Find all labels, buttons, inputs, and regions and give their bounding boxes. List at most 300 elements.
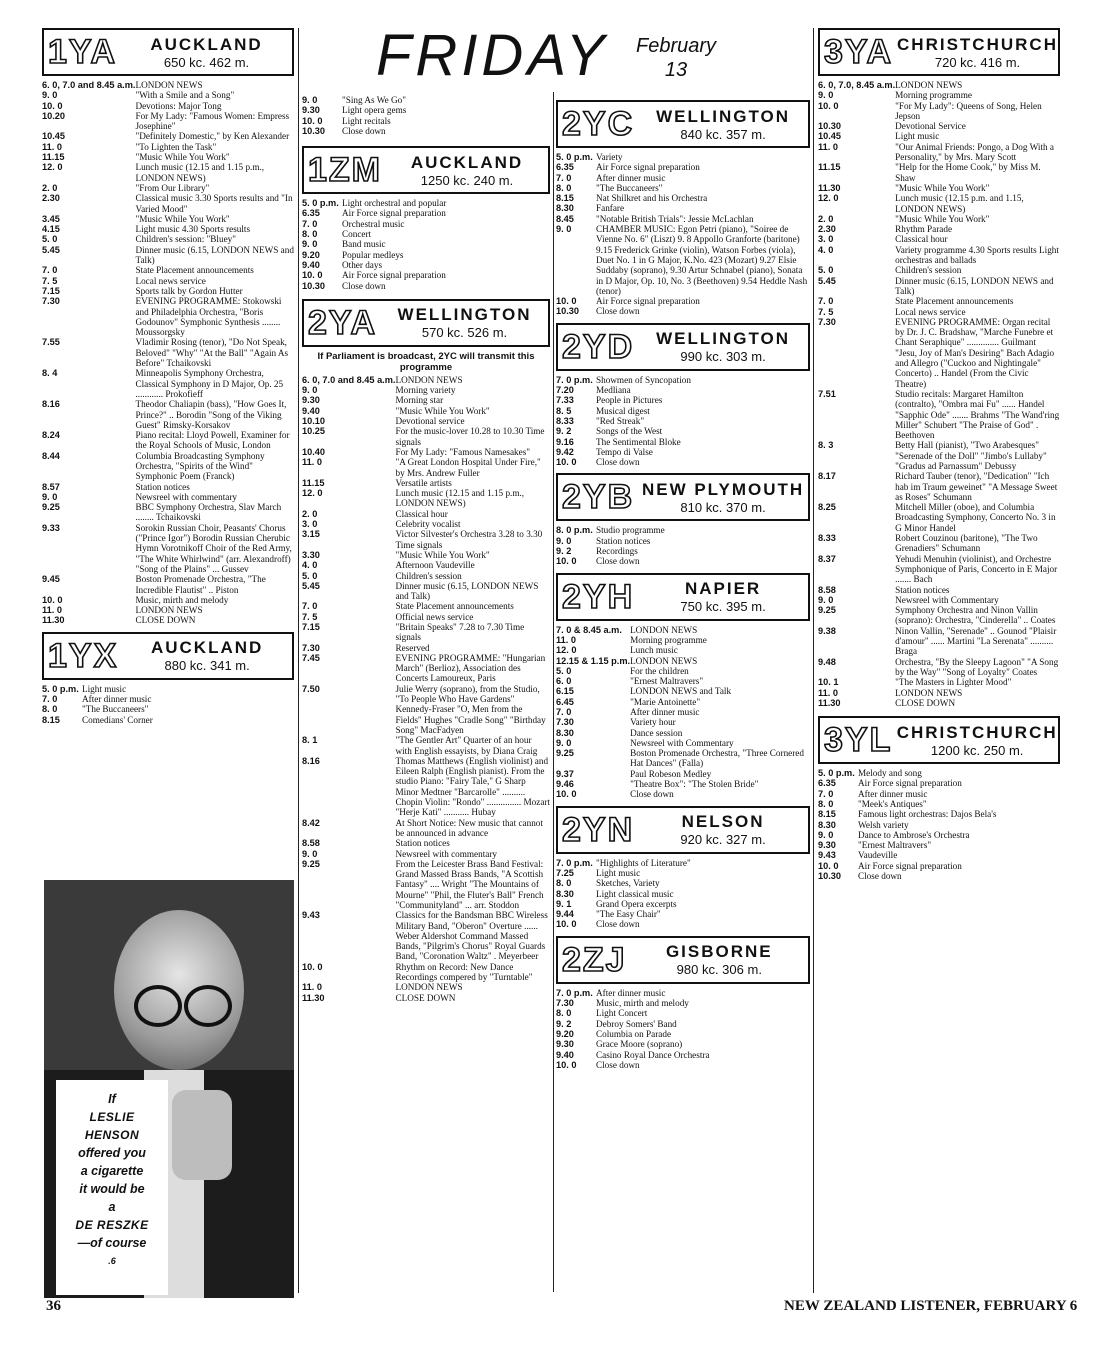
- programme-title: CLOSE DOWN: [895, 697, 956, 708]
- programme-title: Dinner music (6.15, LONDON NEWS and Talk): [395, 580, 539, 602]
- programme-title: Station notices: [596, 535, 651, 546]
- station-frequency: 980 kc. 306 m.: [676, 962, 762, 978]
- programme-time: 7.51: [818, 388, 836, 399]
- programme-title: LONDON NEWS: [135, 80, 203, 90]
- station-header: [556, 473, 810, 521]
- programme-title: Dinner music (6.15, LONDON NEWS and Talk): [135, 244, 294, 266]
- programme-title: "Highlights of Literature": [596, 857, 691, 868]
- station-header: [818, 28, 1060, 76]
- programme-title: Lunch music (12.15 p.m. and 1.15, LONDON NEWS): [895, 193, 1024, 214]
- programme-title: "A Great London Hospital Under Fire," by Mrs. Andrew Fuller: [395, 457, 541, 478]
- programme-title: Thomas Matthews (English violinist) and Eileen Ralph (English pianist). From the studio Piano: "Fairy Tale," G Sharp Minor Medtner "Barcarolle" .......... Chopin Violin: "Rondo" ............... Mozart "Herje Kati" ........... Hubay: [395, 755, 551, 818]
- programme-title: Light music 4.30 Sports results: [135, 224, 251, 235]
- programme-row: [818, 657, 1060, 678]
- programme-title: Reserved: [395, 642, 430, 653]
- programme-row: [818, 861, 1060, 871]
- programme-title: "The Buccaneers": [82, 704, 149, 715]
- programme-row: [302, 910, 550, 961]
- programme-title: "Definitely Domestic," by Ken Alexander: [135, 131, 290, 142]
- programme-title: Minneapolis Symphony Orchestra, Classical Symphony in D Major, Op. 25 ............ Prokofieff: [135, 368, 284, 399]
- programme-time: 5. 0: [302, 570, 318, 581]
- programme-time: 5. 0 p.m.: [302, 198, 339, 209]
- programme-time: 9. 0: [556, 535, 572, 546]
- programme-title: Versatile artists: [395, 477, 452, 488]
- programme-time: 8. 0: [556, 182, 572, 193]
- ad-line: a cigarette: [80, 1164, 144, 1178]
- programme-title: Julie Werry (soprano), from the Studio, "To People Who Have Gardens" Kennedy-Fraser "O, Men from the Fields" Hughes "Cradle Song" "Birthday Song" MacFadyen: [395, 683, 546, 735]
- programme-title: For My Lady: "Famous Namesakes": [395, 446, 531, 457]
- programme-title: CHAMBER MUSIC: Egon Petri (piano), "Soiree de Vienne No. 6" (Liszt) 9. 8 Appollo Granforte (baritone) 9.15 Frederick Grinke (violin), Watson Forbes (viola), Duet No. 1 in G Major, K.No. 423 (Mozart) 9.27 Elsie Suddaby (soprano), 9.30 Artur Schnabel (piano), Sonata in D Major, Op. 10, No. 3 (Beethoven) 9.54 Heddle Nash (tenor): [596, 224, 808, 296]
- programme-title: Orchestra, "By the Sleepy Lagoon" "A Song by the Way" "Song of Loyalty" Coates: [895, 656, 1059, 677]
- programme-title: Close down: [596, 306, 640, 317]
- programme-title: Showmen of Syncopation: [596, 374, 691, 385]
- programme-time: 11.30: [818, 182, 841, 193]
- programme-title: Close down: [630, 789, 674, 800]
- programme-row: [818, 80, 1060, 90]
- programme-title: Variety: [596, 152, 623, 162]
- programme-time: 11.15: [42, 152, 65, 163]
- programme-row: [818, 276, 1060, 297]
- programme-title: Classical music 3.30 Sports results and "In Varied Mood": [135, 193, 293, 214]
- programme-time: 8.24: [42, 430, 60, 441]
- station-block: [302, 299, 550, 1003]
- programme-time: 7. 0 p.m.: [556, 374, 593, 385]
- programme-title: Orchestral music: [342, 218, 405, 229]
- station-block: [556, 323, 810, 468]
- programme-title: Piano recital: Lloyd Powell, Examiner for the Royal Schools of Music, London: [135, 430, 290, 451]
- programme-title: Rhythm Parade: [895, 224, 953, 235]
- ad-line: If: [108, 1092, 116, 1106]
- programme-row: [818, 688, 1060, 698]
- programme-title: Station notices: [895, 584, 950, 595]
- programme-row: [42, 715, 294, 725]
- programme-row: [818, 778, 1060, 788]
- programme-time: 5.45: [302, 580, 320, 591]
- programme-title: Close down: [858, 871, 902, 882]
- station-city: AUCKLAND: [410, 152, 524, 172]
- programme-row: [556, 707, 810, 717]
- station-block: [302, 146, 550, 291]
- programme-time: 8.17: [818, 471, 836, 482]
- programme-row: [818, 193, 1060, 214]
- programme-time: 7. 0: [42, 694, 58, 705]
- programme-time: 10. 0: [556, 1059, 577, 1070]
- programme-row: [302, 684, 550, 735]
- ad-line: DE RESZKE: [75, 1218, 149, 1232]
- programme-time: 5. 0 p.m.: [818, 768, 855, 779]
- programme-title: Popular medleys: [342, 249, 404, 260]
- programme-row: [302, 478, 550, 488]
- programme-list: [556, 858, 810, 930]
- programme-time: 11. 0: [818, 687, 838, 698]
- programme-time: 8. 0: [556, 878, 572, 889]
- programme-time: 8.30: [556, 727, 574, 738]
- date-day: 13: [664, 59, 688, 81]
- programme-time: 4. 0: [302, 560, 318, 571]
- programme-row: [556, 779, 810, 789]
- programme-title: "Britain Speaks" 7.28 to 7.30 Time signals: [395, 621, 525, 643]
- programme-time: 3. 0: [818, 234, 834, 245]
- programme-row: [42, 451, 294, 482]
- programme-time: 12.15 & 1.15 p.m.: [556, 655, 631, 666]
- programme-time: 7. 0: [556, 706, 572, 717]
- programme-time: 7.30: [42, 296, 60, 307]
- station-frequency: 570 kc. 526 m.: [421, 325, 508, 341]
- programme-row: [302, 529, 550, 550]
- programme-row: [818, 389, 1060, 440]
- programme-time: 7. 0: [42, 265, 58, 276]
- programme-row: [42, 368, 294, 399]
- programme-list: [42, 684, 294, 725]
- programme-time: 6.45: [556, 696, 574, 707]
- programme-row: [556, 152, 810, 162]
- station-frequency: 920 kc. 327 m.: [680, 832, 766, 848]
- programme-time: 10.10: [302, 416, 325, 427]
- programme-time: 10.30: [302, 125, 325, 136]
- programme-row: [556, 447, 810, 457]
- station-block: [556, 573, 810, 800]
- programme-time: 9. 0: [818, 829, 834, 840]
- programme-time: 7. 0: [818, 788, 834, 799]
- programme-row: [302, 447, 550, 457]
- programme-time: 10. 0: [556, 556, 577, 567]
- programme-time: 8.58: [302, 838, 320, 849]
- station-frequency: 720 kc. 416 m.: [934, 54, 1021, 70]
- programme-row: [42, 502, 294, 523]
- programme-row: [818, 90, 1060, 100]
- programme-row: [556, 728, 810, 738]
- programme-title: Lunch music (12.15 and 1.15 p.m., LONDON NEWS): [135, 162, 265, 183]
- programme-time: 3.30: [302, 549, 320, 560]
- station-call-sign: 1ZM: [308, 151, 382, 190]
- programme-row: [556, 525, 810, 535]
- programme-row: [302, 643, 550, 653]
- programme-title: Other days: [342, 259, 383, 270]
- station-city: AUCKLAND: [150, 638, 264, 658]
- programme-row: [302, 550, 550, 560]
- programme-row: [818, 121, 1060, 131]
- programme-title: LONDON NEWS: [630, 655, 698, 666]
- programme-row: [42, 492, 294, 502]
- programme-time: 5. 0: [818, 265, 834, 276]
- programme-row: [42, 90, 294, 100]
- programme-title: Devotional service: [395, 416, 465, 427]
- programme-title: Air Force signal preparation: [342, 208, 446, 219]
- programme-row: [302, 571, 550, 581]
- programme-list: [818, 768, 1060, 881]
- programme-list: [302, 375, 550, 1003]
- station-call-sign: 2YH: [562, 577, 635, 616]
- programme-time: 9. 0: [302, 239, 318, 250]
- ad-slogan-card: [56, 1080, 168, 1295]
- page-footer: NEW ZEALAND LISTENER, FEBRUARY 6: [784, 1298, 1078, 1314]
- programme-title: LONDON NEWS: [895, 687, 963, 698]
- programme-row: [42, 694, 294, 704]
- programme-row: [42, 276, 294, 286]
- programme-time: 10. 0: [556, 919, 577, 930]
- programme-time: 7.30: [302, 642, 320, 653]
- programme-row: [556, 1008, 810, 1018]
- station-city: WELLINGTON: [656, 329, 791, 349]
- programme-row: [556, 988, 810, 998]
- programme-title: For the children: [630, 665, 689, 676]
- station-city: CHRISTCHURCH: [896, 722, 1058, 742]
- programme-time: 8. 0: [42, 704, 58, 715]
- programme-time: 9. 0: [818, 90, 834, 101]
- programme-title: Famous light orchestras: Dajos Bela's: [858, 809, 997, 820]
- programme-title: Light orchestral and popular: [342, 198, 447, 209]
- programme-title: Band music: [342, 239, 386, 250]
- programme-title: State Placement announcements: [895, 296, 1014, 307]
- programme-row: [818, 595, 1060, 605]
- column-rule: [813, 28, 814, 1293]
- station-info: [121, 35, 292, 70]
- station-frequency: 1250 kc. 240 m.: [420, 172, 514, 188]
- programme-time: 11.15: [302, 477, 325, 488]
- programme-row: [818, 265, 1060, 275]
- programme-row: [42, 684, 294, 694]
- programme-time: 9.43: [302, 910, 320, 921]
- programme-time: 2. 0: [42, 182, 58, 193]
- programme-row: [302, 229, 550, 239]
- programme-row: [302, 962, 550, 983]
- programme-row: [302, 208, 550, 218]
- programme-row: [556, 769, 810, 779]
- programme-time: 10.25: [302, 426, 325, 437]
- programme-row: [818, 142, 1060, 163]
- programme-row: [818, 162, 1060, 183]
- programme-title: The Sentimental Bloke: [596, 436, 681, 447]
- programme-time: 8. 4: [42, 368, 58, 379]
- programme-time: 7.45: [302, 652, 320, 663]
- programme-title: Concert: [342, 229, 372, 240]
- programme-row: [556, 375, 810, 385]
- station-info: [381, 305, 548, 340]
- programme-time: 8.57: [42, 481, 60, 492]
- programme-title: Symphony Orchestra and Ninon Vallin (soprano): Orchestra, "Cinderella" .. Coates: [895, 605, 1056, 626]
- programme-row: [818, 850, 1060, 860]
- programme-time: 7. 0: [302, 601, 318, 612]
- programme-title: Local news service: [895, 306, 966, 317]
- programme-title: Columbia on Parade: [596, 1028, 672, 1039]
- programme-time: 9. 0: [42, 491, 58, 502]
- programme-time: 7.25: [556, 867, 574, 878]
- programme-title: Nat Shilkret and his Orchestra: [596, 193, 708, 204]
- programme-time: 10. 0: [302, 115, 323, 126]
- programme-time: 7. 5: [818, 306, 834, 317]
- programme-time: 12. 0: [42, 162, 63, 173]
- programme-title: Newsreel with Commentary: [630, 737, 734, 748]
- programme-title: Variety programme 4.30 Sports results Light orchestras and ballads: [895, 244, 1059, 266]
- programme-time: 7. 0: [818, 296, 834, 307]
- programme-time: 9. 2: [556, 546, 572, 557]
- programme-time: 9.30: [302, 105, 320, 116]
- programme-title: "Music While You Work": [395, 549, 490, 560]
- programme-row: [302, 95, 550, 105]
- programme-title: Lunch music: [630, 645, 678, 656]
- programme-time: 10. 0: [42, 594, 63, 605]
- programme-row: [42, 595, 294, 605]
- programme-title: Studio recitals: Margaret Hamilton (contralto), "Ombra mai Fu" ...... Handel "Sapphic Ode" ....... Brahms "The Wand'ring Miller" Schubert "The Praise of God" . Beethoven: [895, 388, 1060, 441]
- station-frequency: 750 kc. 395 m.: [680, 599, 766, 615]
- programme-title: Boston Promenade Orchestra, "Three Cornered Hat Dances" (Falla): [630, 748, 804, 769]
- programme-row: [302, 260, 550, 270]
- station-info: [122, 638, 292, 673]
- programme-time: 8.15: [818, 809, 836, 820]
- programme-time: 12. 0: [302, 488, 323, 499]
- programme-title: Devotional Service: [895, 121, 966, 132]
- column-4: [818, 28, 1060, 881]
- programme-row: [302, 416, 550, 426]
- programme-row: [818, 183, 1060, 193]
- ad-line: LESLIE: [89, 1110, 135, 1124]
- programme-title: After dinner music: [630, 706, 700, 717]
- programme-title: Vladimir Rosing (tenor), "Do Not Speak, Beloved" "Why" "At the Ball" "Again As Before" Tchaikovski: [135, 337, 289, 369]
- programme-title: Tempo di Valse: [596, 446, 653, 457]
- programme-row: [556, 416, 810, 426]
- station-header: [42, 632, 294, 680]
- programme-list: [302, 198, 550, 291]
- programme-row: [42, 399, 294, 430]
- station-header: [42, 28, 294, 76]
- programme-row: [818, 585, 1060, 595]
- programme-row: [42, 296, 294, 337]
- programme-title: Classical hour: [895, 234, 948, 245]
- programme-time: 5. 0: [42, 234, 58, 245]
- programme-title: Station notices: [395, 838, 450, 849]
- programme-title: After dinner music: [596, 987, 666, 998]
- programme-time: 7.15: [42, 285, 60, 296]
- ad-cigarette-case: [172, 1090, 232, 1180]
- programme-time: 10.30: [302, 280, 325, 291]
- programme-title: Afternoon Vaudeville: [395, 560, 475, 571]
- programme-title: Boston Promenade Orchestra, "The Incredible Flautist" .. Piston: [135, 574, 266, 595]
- programme-title: Devotions: Major Tong: [135, 100, 222, 111]
- programme-title: "Music While You Work": [135, 152, 230, 163]
- programme-row: [302, 601, 550, 611]
- station-call-sign: 3YL: [824, 721, 893, 760]
- programme-row: [818, 224, 1060, 234]
- station-header: [302, 299, 550, 347]
- programme-row: [818, 820, 1060, 830]
- programme-title: Light opera gems: [342, 105, 407, 116]
- programme-row: [302, 838, 550, 848]
- programme-row: [302, 560, 550, 570]
- programme-list: [42, 80, 294, 626]
- programme-time: 9.30: [818, 840, 836, 851]
- programme-row: [556, 193, 810, 203]
- programme-row: [302, 385, 550, 395]
- station-header: [818, 716, 1060, 764]
- programme-row: [556, 717, 810, 727]
- programme-title: For the music-lover 10.28 to 10.30 Time signals: [395, 426, 545, 447]
- programme-time: 6. 0: [556, 676, 572, 687]
- programme-time: 9.40: [302, 259, 320, 270]
- programme-row: [818, 768, 1060, 778]
- programme-row: [556, 676, 810, 686]
- programme-row: [556, 635, 810, 645]
- programme-row: [818, 296, 1060, 306]
- programme-row: [42, 193, 294, 214]
- programme-row: [556, 385, 810, 395]
- programme-list: [556, 525, 810, 566]
- programme-row: [556, 306, 810, 316]
- programme-row: [42, 704, 294, 714]
- programme-row: [42, 111, 294, 132]
- programme-time: 9. 0: [42, 90, 58, 101]
- station-frequency: 1200 kc. 250 m.: [930, 742, 1024, 758]
- programme-time: 11. 0: [302, 982, 322, 993]
- programme-title: "From Our Library": [135, 182, 210, 193]
- programme-time: 11. 0: [556, 634, 576, 645]
- ad-line: a: [108, 1200, 116, 1214]
- programme-time: 3.15: [302, 529, 320, 540]
- programme-time: 9.42: [556, 446, 574, 457]
- programme-row: [42, 605, 294, 615]
- programme-row: [556, 183, 810, 193]
- programme-title: Morning programme: [630, 634, 707, 645]
- programme-row: [556, 162, 810, 172]
- programme-row: [302, 756, 550, 818]
- programme-row: [302, 395, 550, 405]
- programme-title: Debroy Somers' Band: [596, 1018, 677, 1029]
- programme-title: Vaudeville: [858, 850, 898, 861]
- station-info: [386, 153, 548, 188]
- programme-row: [818, 698, 1060, 708]
- programme-row: [302, 849, 550, 859]
- programme-time: 9. 0: [302, 848, 318, 859]
- programme-time: 10.45: [42, 131, 65, 142]
- programme-title: Recordings: [596, 546, 638, 557]
- programme-time: 10. 0: [556, 457, 577, 468]
- programme-title: EVENING PROGRAMME: Stokowski and Philadelphia Orchestra, "Boris Godounov" Symphonic Synthesis ........ Moussorgsky: [135, 296, 282, 338]
- programme-title: BBC Symphony Orchestra, Slav March ........ Tchaikovski: [135, 502, 282, 523]
- station-block: [556, 936, 810, 1070]
- programme-time: 8. 0 p.m.: [556, 525, 593, 536]
- programme-time: 9.48: [818, 656, 836, 667]
- programme-time: 9.30: [556, 1039, 574, 1050]
- programme-row: [42, 286, 294, 296]
- programme-time: 9.20: [556, 1028, 574, 1039]
- programme-title: Robert Couzinou (baritone), "The Two Grenadiers" Schumann: [895, 533, 1038, 554]
- programme-time: 7. 0: [556, 172, 572, 183]
- programme-title: "The Gentler Art" Quarter of an hour with English essayists, by Diana Craig: [395, 735, 538, 756]
- station-call-sign: 2YC: [562, 105, 635, 143]
- station-call-sign: 3YA: [824, 33, 894, 71]
- programme-time: 9.38: [818, 625, 836, 636]
- programme-title: "Ernest Maltravers": [858, 840, 932, 851]
- station-city: WELLINGTON: [397, 305, 532, 325]
- programme-row: [42, 430, 294, 451]
- programme-time: 6. 0, 7.0, 8.45 a.m.: [818, 80, 896, 90]
- station-block: [556, 473, 810, 566]
- programme-title: Columbia Broadcasting Symphony Orchestra, "Spirits of the Wind" Symphonic Poem (Franck): [135, 450, 265, 482]
- programme-time: 8.44: [42, 450, 60, 461]
- station-block: [42, 28, 294, 626]
- programme-title: "The Buccaneers": [596, 182, 663, 193]
- station-info: [638, 480, 808, 515]
- programme-title: Yehudi Menuhin (violinist), and Orchestre Symphonique of Paris, Concerto in E Major ....... Bach: [895, 553, 1058, 585]
- programme-time: 7. 0 p.m.: [556, 857, 593, 868]
- programme-title: Local news service: [135, 275, 206, 286]
- programme-time: 2.30: [42, 193, 60, 204]
- programme-time: 10. 0: [556, 296, 577, 307]
- programme-title: Close down: [596, 919, 640, 930]
- programme-row: [556, 645, 810, 655]
- programme-title: After dinner music: [596, 172, 666, 183]
- programme-time: 11.30: [302, 992, 325, 1003]
- programme-row: [556, 395, 810, 405]
